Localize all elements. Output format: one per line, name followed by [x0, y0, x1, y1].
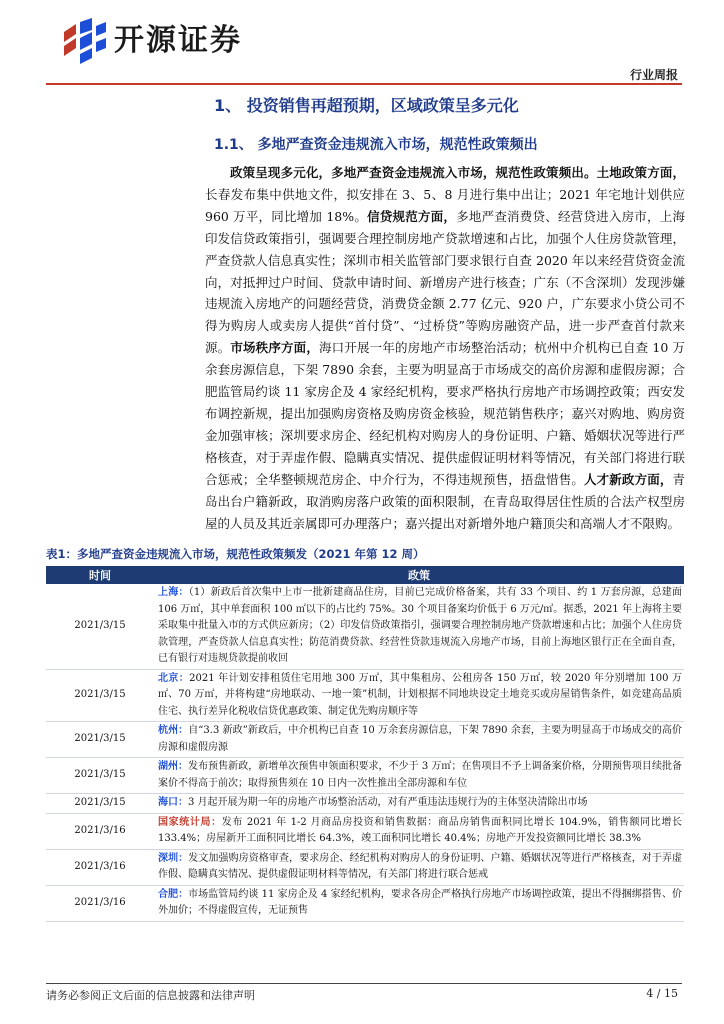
body-paragraph	[205, 162, 685, 534]
table-row	[46, 669, 684, 722]
row-city: 深圳：	[158, 852, 189, 864]
row-policy	[154, 584, 684, 669]
page-header	[0, 0, 724, 80]
table-row	[46, 813, 684, 849]
header-date: 时间	[46, 566, 154, 584]
footer-disclaimer: 请务必参阅正文后面的信息披露和法律声明	[46, 989, 255, 1002]
para-credit: 多地严查消费贷、经营贷进入房市，上海印发信贷政策指引，强调要合理控制房地产贷款增速和占比，加强个人住房贷款管理，严查贷款人信息真实性；深圳市相关监管部门要求银行自查 2020 年以来经营贷资金流向，对抵押过户时间、贷款申请时间、新增房产进行核查；广东（不含深圳）发现涉嫌违规流入房地产的问题经营贷，消费贷金额 2.77 亿元、920 户，广东要求小贷公司不得为购房人或卖房人提供“首付贷”、“过桥贷”等购房融资产品，进一步严查首付款来源。	[205, 208, 685, 356]
row-policy	[154, 722, 684, 758]
row-date: 2021/3/15	[46, 722, 154, 758]
row-text: 2021 年计划安排租赁住宅用地 300 万㎡，其中集租房、公租房各 150 万㎡，较 2020 年分别增加 100 万㎡、70 万㎡，并将构建“房地联动、一地一策”机制，计划根据不同地块设定土地竞买或房屋销售条件，如竞建高品质住宅、执行差异化税收信贷优惠政策、制定优先购房顺序等	[158, 672, 682, 717]
table-row	[46, 885, 684, 921]
table-header-row	[46, 566, 684, 584]
section-heading: 1、 投资销售再超预期，区域政策呈多元化	[214, 96, 519, 115]
row-text: 发文加强购房资格审查，要求房企、经纪机构对购房人的身份证明、户籍、婚姻状况等进行严格核查，对于弄虚作假、隐瞒真实情况、提供虚假证明材料等情况，有关部门将进行联合惩戒	[158, 852, 683, 880]
subsection-heading: 1.1、 多地严查资金违规流入市场，规范性政策频出	[214, 137, 538, 153]
policy-table	[46, 566, 684, 922]
row-text: 发布 2021 年 1-2 月商品房投资和销售数据：商品房销售面积同比增长 104.9%，销售额同比增长 133.4%；房屋新开工面积同比增长 64.3%，竣工面积同比增长 40.4%；房地产开发投资额同比增长 38.3%	[158, 816, 683, 844]
row-date: 2021/3/15	[46, 584, 154, 669]
row-policy	[154, 669, 684, 722]
row-city: 北京：	[158, 672, 190, 684]
row-text: （1）新政后首次集中上市一批新建商品住房，目前已完成价格备案，共有 33 个项目、约 1 万套房源，总建面 106 万㎡，其中单套面积 100 ㎡以下的占比约 75%。30 个项目备案均价低于 6 万元/㎡。据悉，2021 年上海将主要采取集中批量入市的方式供应新房；（2）印发信贷政策指引，强调要合理控制房地产贷款增速和占比；加强个人住房贷款管理，严查贷款人信息真实性；防范消费贷款、经营性贷款违规流入房地产市场，目前上海地区银行正在全面自查，已有银行对违规贷款提前收回	[158, 587, 682, 664]
row-date: 2021/3/15	[46, 758, 154, 794]
table-caption: 表1：多地严查资金违规流入市场，规范性政策频发（2021 年第 12 周）	[46, 547, 425, 561]
logo-mark-icon	[62, 18, 108, 64]
row-city: 湖州：	[158, 761, 189, 772]
para-lead: 政策呈现多元化，多地严查资金违规流入市场，规范性政策频出。土地政策方面，	[230, 165, 685, 180]
row-date: 2021/3/15	[46, 669, 154, 722]
company-logo	[62, 18, 272, 64]
row-policy	[154, 849, 684, 885]
para-market: 海口开展一年的房地产市场整治活动；杭州中介机构已自查 10 万余套房源信息，下架 7890 余套，主要为明显高于市场成交的高价房源和虚假房源；合肥监管局约谈 11 家房企及 4 家经纪机构，要求严格执行房地产市场调控政策；西安发布调控新规，提出加强购房资格及购房资金核验，规范销售秩序；嘉兴对购地、购房资金加强审核；深圳要求房企、经纪机构对购房人的身份证明、户籍、婚姻状况等进行严格核查，对于弄虚作假、隐瞒真实情况、提供虚假证明材料等情况，有关部门将进行联合惩戒；全华整顿规范房企、中介行为，不得违规预售，捂盘惜售。	[205, 340, 685, 487]
row-city: 海口：	[158, 797, 188, 808]
row-date: 2021/3/16	[46, 813, 154, 849]
row-city: 合肥：	[158, 888, 189, 900]
row-city: 上海：	[158, 587, 189, 598]
row-text: 3 月起开展为期一年的房地产市场整治活动，对有严重违法违规行为的主体坚决清除出市场	[188, 797, 588, 808]
para-talent-key: 人才新政方面，	[584, 471, 673, 487]
table-row	[46, 758, 684, 794]
para-market-key: 市场秩序方面，	[230, 340, 319, 356]
logo-text: 开源证券	[114, 23, 242, 58]
row-policy	[154, 794, 684, 814]
row-text: 自“3.3 新政”新政后，中介机构已自查 10 万余套房源信息，下架 7890 余套，主要为明显高于市场成交的高价房源和虚假房源	[158, 725, 682, 753]
para-land: 长春发布集中供地文件，拟安排在 3、5、8 月进行集中出让；2021 年宅地计划供应 960 万平，同比增加 18%。	[205, 186, 685, 224]
footer-divider	[46, 983, 682, 984]
row-policy	[154, 813, 684, 849]
row-text: 发布预售新政，新增单次预售申领面积要求，不少于 3 万㎡；在售项目不予上调备案价格，分期预售项目续批备案价不得高于前次；取得预售须在 10 日内一次性推出全部房源和车位	[158, 761, 682, 789]
row-date: 2021/3/16	[46, 849, 154, 885]
row-policy	[154, 885, 684, 921]
row-policy	[154, 758, 684, 794]
page-number: 4 / 15	[646, 987, 678, 1000]
header-divider	[46, 83, 682, 85]
row-city: 国家统计局：	[158, 816, 222, 828]
row-city: 杭州：	[158, 725, 189, 736]
report-type-tag: 行业周报	[629, 68, 678, 82]
row-date: 2021/3/15	[46, 794, 154, 814]
table-row	[46, 584, 684, 669]
table-row	[46, 849, 684, 885]
para-talent: 青岛出台户籍新政，取消购房落户政策的面积限制，在青岛取得居住性质的合法产权型房屋的人员及其近亲属即可办理落户；嘉兴提出对新增外地户籍顶尖和高端人才不限购。	[205, 471, 685, 531]
table-row	[46, 722, 684, 758]
row-text: 市场监管局约谈 11 家房企及 4 家经纪机构，要求各房企严格执行房地产市场调控政策，提出不得捆绑搭售、价外加价；不得虚假宣传，无证预售	[158, 888, 683, 916]
para-credit-key: 信贷规范方面，	[367, 208, 457, 224]
row-date: 2021/3/16	[46, 885, 154, 921]
table-row	[46, 794, 684, 814]
header-policy: 政策	[154, 566, 684, 584]
